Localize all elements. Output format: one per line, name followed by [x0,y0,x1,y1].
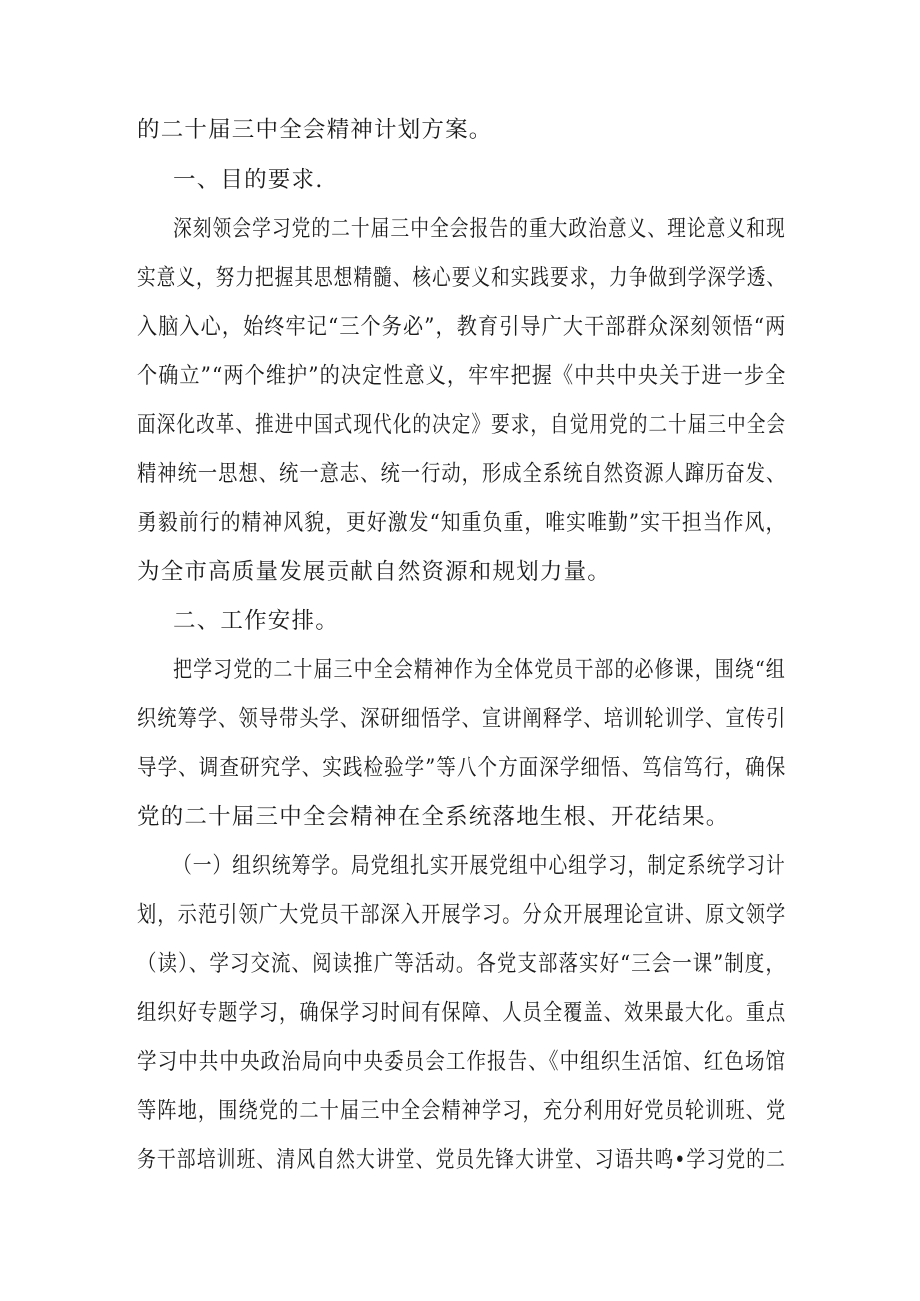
text-line: 面深化改革、推进中国式现代化的决定》要求，自觉用党的二十届三中全会 [137,412,787,438]
section-heading: 一、目的要求. [173,167,324,193]
text-line: 党的二十届三中全会精神在全系统落地生根、开花结果。 [137,804,730,830]
text-line: 深刻领会学习党的二十届三中全会报告的重大政治意义、理论意义和现 [173,216,786,242]
section-heading: 二、工作安排。 [173,608,339,634]
text-line: 组织好专题学习，确保学习时间有保障、人员全覆盖、效果最大化。重点 [137,1000,787,1026]
text-line: 学习中共中央政治局向中央委员会工作报告、《中组织生活馆、红色场馆 [137,1049,787,1075]
text-line: （读）、学习交流、阅读推广等活动。各党支部落实好“三会一课”制度， [137,951,786,977]
text-line: 勇毅前行的精神风貌，更好激发“知重负重，唯实唯勤”实干担当作风， [137,510,787,536]
text-line: 实意义，努力把握其思想精髓、核心要义和实践要求，力争做到学深学透、 [137,265,787,291]
text-line: 等阵地，围绕党的二十届三中全会精神学习，充分利用好党员轮训班、党 [137,1098,787,1124]
text-line: （一）组织统筹学。局党组扎实开展党组中心组学习，制定系统学习计 [173,853,786,879]
text-line: 把学习党的二十届三中全会精神作为全体党员干部的必修课，围绕“组 [173,657,786,683]
text-line: 织统筹学、领导带头学、深研细悟学、宣讲阐释学、培训轮训学、宣传引 [137,706,787,732]
text-line: 的二十届三中全会精神计划方案。 [137,117,493,143]
text-line: 个确立”“两个维护”的决定性意义，牢牢把握《中共中央关于进一步全 [137,363,787,389]
text-line: 为全市高质量发展贡献自然资源和规划力量。 [137,559,612,585]
text-line: 入脑入心，始终牢记“三个务必”，教育引导广大干部群众深刻领悟“两 [137,314,787,340]
text-line: 导学、调查研究学、实践检验学”等八个方面深学细悟、笃信笃行，确保 [137,755,787,781]
text-line: 划，示范引领广大党员干部深入开展学习。分众开展理论宣讲、原文领学 [137,902,787,928]
text-line: 精神统一思想、统一意志、统一行动，形成全系统自然资源人蹿历奋发、 [137,461,787,487]
text-line: 务干部培训班、清风自然大讲堂、党员先锋大讲堂、习语共鸣•学习党的二 [137,1147,786,1173]
